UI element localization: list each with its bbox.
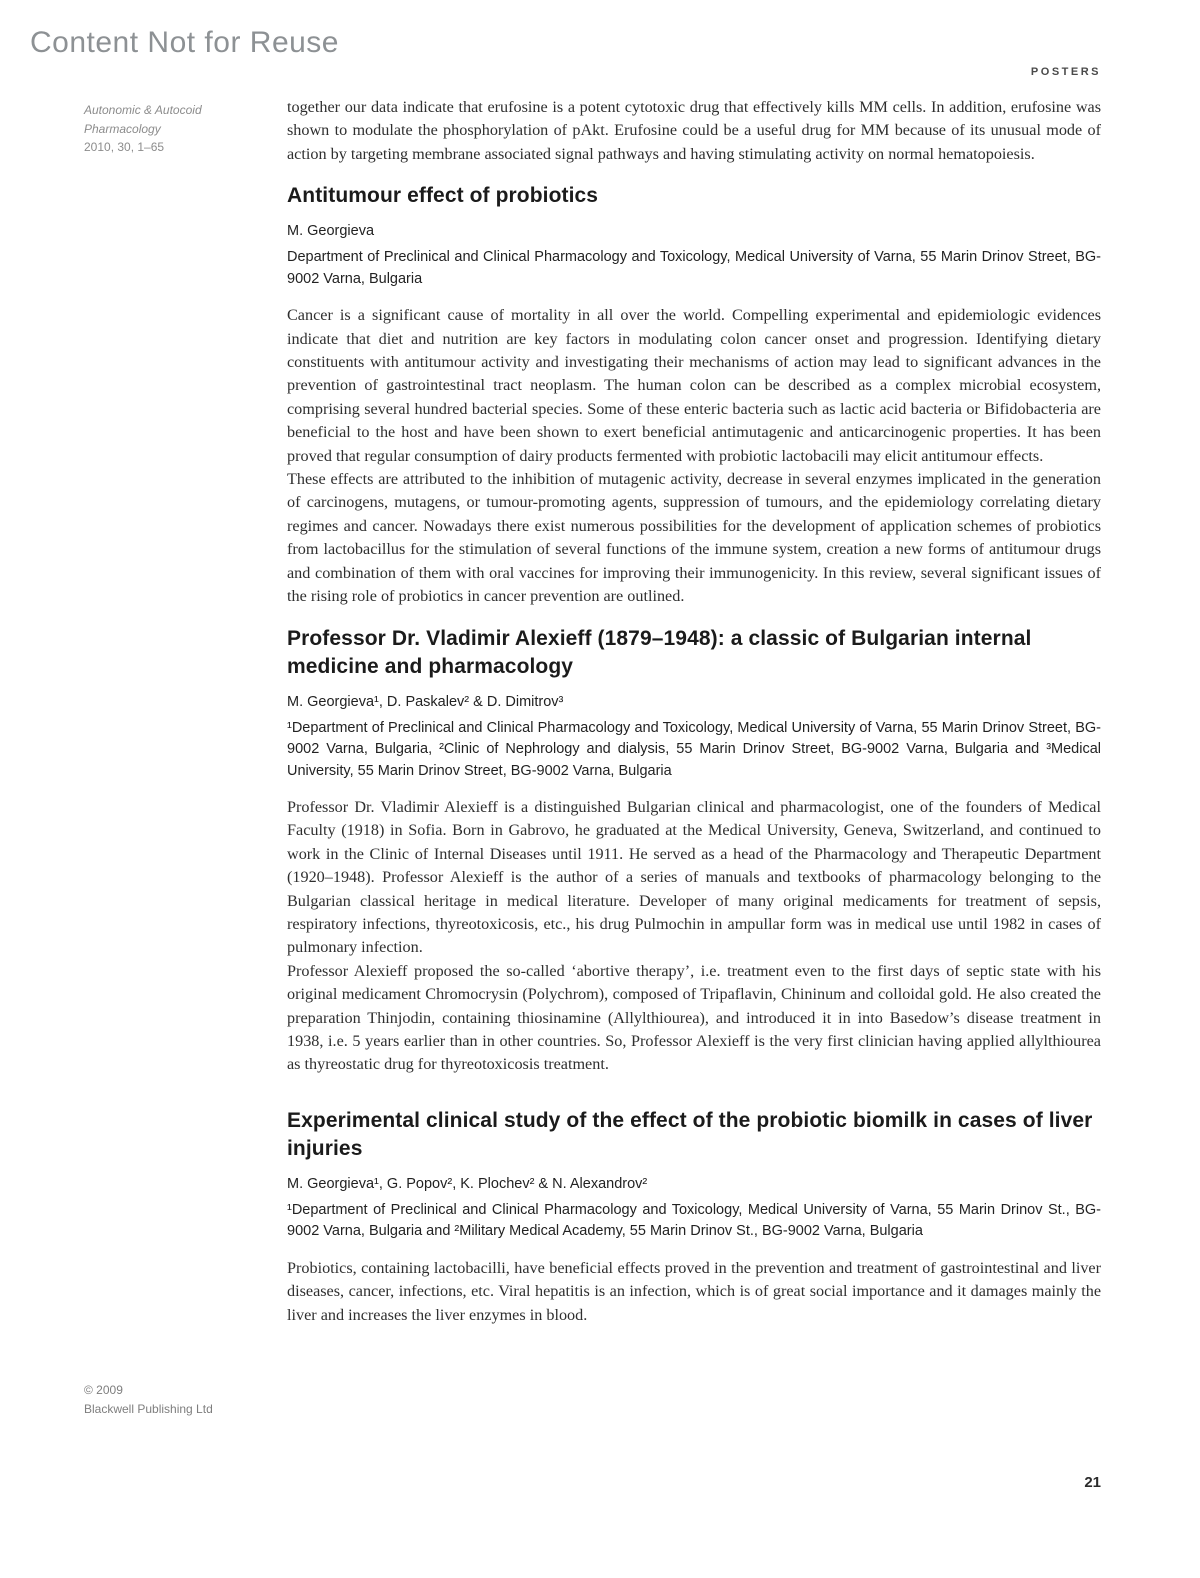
abstract-paragraph: Professor Alexieff proposed the so-called ‘abortive therapy’, i.e. treatment even to the first days of septic state with his original medicament Chromocrysin (Polychrom), composed of Tripaflavin, Chininum and colloidal gold. He also created the preparation Thinjodin, containing thiosinamine (Allylthiourea), and introduced it in into Basedow’s disease treatment in 1938, i.e. 5 years earlier than in other countries. So, Professor Alexieff is the very first clinician having applied allylthiourea as thyreostatic drug for thyreotoxicosis treatment. <box>287 961 1101 1074</box>
abstract-paragraph: together our data indicate that erufosine is a potent cytotoxic drug that effectively kills MM cells. In addition, erufosine was shown to modulate the phosphorylation of pAkt. Erufosine could be a useful drug for MM because of its unusual mode of action by targeting membrane associated signal pathways and having stimulating activity on normal hematopoiesis. <box>287 98 1101 163</box>
abstract-body <box>287 304 1101 608</box>
abstract-section-probiotic-biomilk <box>287 1107 1101 1327</box>
abstract-paragraph: Probiotics, containing lactobacilli, have beneficial effects proved in the prevention and treatment of gastrointestinal and liver diseases, cancer, infections, etc. Viral hepatitis is an infection, which is of great social importance and it damages mainly the liver and increases the liver enzymes in blood. <box>287 1258 1101 1324</box>
abstract-authors: M. Georgieva <box>287 223 375 240</box>
abstract-body <box>287 1257 1101 1327</box>
journal-title-line1: Autonomic & Autocoid <box>84 103 202 117</box>
journal-title-line2: Pharmacology <box>84 121 161 136</box>
copyright-year: © 2009 <box>84 1383 123 1397</box>
abstract-authors: M. Georgieva¹, G. Popov², K. Plochev² & N. Alexandrov² <box>287 1175 648 1192</box>
abstract-body <box>287 796 1101 1077</box>
lead-paragraph-continuation <box>287 96 1101 166</box>
abstract-affiliation: Department of Preclinical and Clinical Pharmacology and Toxicology, Medical University of Varna, 55 Marin Drinov Street, BG-9002 Varna, Bulgaria <box>287 249 1101 287</box>
running-head-posters: POSTERS <box>1030 66 1101 78</box>
journal-citation-margin-note <box>84 101 254 157</box>
content-not-for-reuse-watermark: Content Not for Reuse <box>30 26 339 59</box>
abstract-paragraph: Cancer is a significant cause of mortality in all over the world. Compelling experimental and epidemiologic evidences indicate that diet and nutrition are key factors in modulating colon cancer onset and progression. Identifying dietary constituents with antitumour activity and investigating their mechanisms of action may lead to significant advances in the prevention of gastrointestinal tract neoplasm. The human colon can be described as a complex microbial ecosystem, comprising several hundred bacterial species. Some of these enteric bacteria such as lactic acid bacteria or Bifidobacteria are beneficial to the host and have been shown to exert beneficial antimutagenic and anticarcinogenic properties. It has been proved that regular consumption of dairy products fermented with probiotic lactobacili may elicit antitumour effects. <box>287 306 1101 465</box>
abstract-paragraph: These effects are attributed to the inhibition of mutagenic activity, decrease in several enzymes implicated in the generation of carcinogens, mutagens, or tumour-promoting agents, suppression of tumours, and the epidemiology correlating dietary regimes and cancer. Nowadays there exist numerous possibilities for the development of application schemes of probiotics from lactobacillus for the stimulation of several functions of the immune system, creation a new forms of antitumour drugs and combination of them with oral vaccines for improving their immunogenicity. In this review, several significant issues of the rising role of probiotics in cancer prevention are outlined. <box>287 470 1101 606</box>
page-number: 21 <box>1084 1474 1101 1491</box>
abstract-section-antitumour-probiotics <box>287 182 1101 608</box>
abstract-affiliation: ¹Department of Preclinical and Clinical Pharmacology and Toxicology, Medical University of Varna, 55 Marin Drinov Street, BG-9002 Varna, Bulgaria, ²Clinic of Nephrology and dialysis, 55 Marin Drinov Street, BG-9002 Varna, Bulgaria and ³Medical University, 55 Marin Drinov Street, BG-9002 Varna, Bulgaria <box>287 719 1101 779</box>
abstract-title: Experimental clinical study of the effect of the probiotic biomilk in cases of liver injuries <box>287 1108 1093 1160</box>
publisher-name: Blackwell Publishing Ltd <box>84 1402 213 1416</box>
copyright-note <box>84 1381 264 1419</box>
abstract-authors: M. Georgieva¹, D. Paskalev² & D. Dimitrov³ <box>287 693 564 710</box>
abstract-paragraph: Professor Dr. Vladimir Alexieff is a distinguished Bulgarian clinical and pharmacologist, one of the founders of Medical Faculty (1918) in Sofia. Born in Gabrovo, he graduated at the Medical University, Geneva, Switzerland, and continued to work in the Clinic of Internal Diseases until 1911. He served as a head of the Pharmacology and Therapeutic Department (1920–1948). Professor Alexieff is the author of a series of manuals and textbooks of pharmacology belonging to the Bulgarian classical heritage in medical literature. Developer of many original medicaments for treatment of sepsis, respiratory infections, thyreotoxicosis, etc., his drug Pulmochin in ampullar form was in medical use until 1982 in cases of pulmonary infection. <box>287 798 1101 957</box>
main-text-column <box>287 96 1101 1327</box>
abstract-affiliation: ¹Department of Preclinical and Clinical Pharmacology and Toxicology, Medical University of Varna, 55 Marin Drinov St., BG-9002 Varna, Bulgaria and ²Military Medical Academy, 55 Marin Drinov St., BG-9002 Varna, Bulgaria <box>287 1201 1101 1240</box>
abstract-title: Professor Dr. Vladimir Alexieff (1879–1948): a classic of Bulgarian internal medicine and pharmacology <box>287 626 1032 678</box>
abstract-title: Antitumour effect of probiotics <box>287 184 599 208</box>
journal-issue: 2010, 30, 1–65 <box>84 140 165 154</box>
abstract-section-vladimir-alexieff <box>287 625 1101 1077</box>
